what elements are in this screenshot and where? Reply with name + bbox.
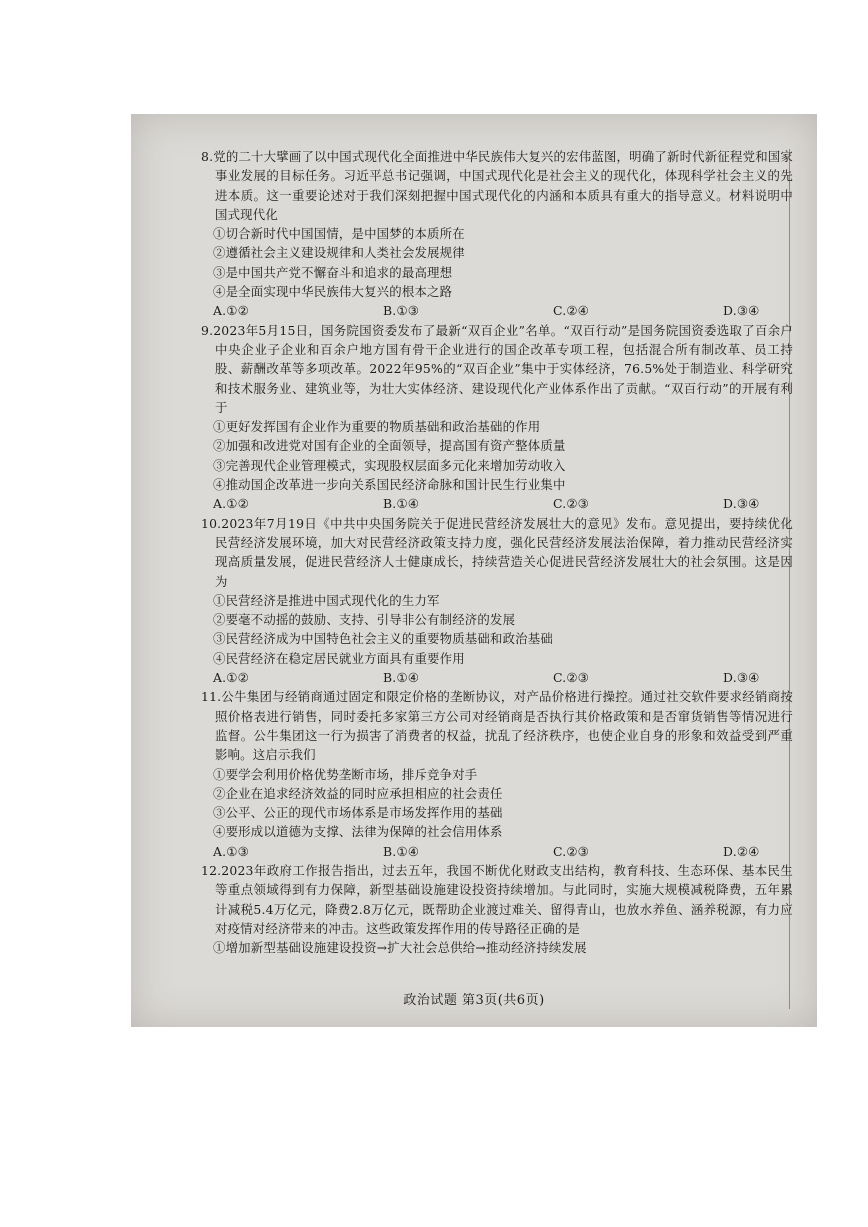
statement: ③是中国共产党不懈奋斗和追求的最高理想	[213, 264, 453, 280]
statement: ④是全面实现中华民族伟大复兴的根本之路	[213, 284, 453, 300]
statement: ④要形成以道德为支撑、法律为保障的社会信用体系	[213, 824, 503, 840]
option-a: A.①②	[213, 496, 249, 512]
option-a: A.①②	[213, 670, 249, 686]
statement: ①增加新型基础设施建设投资→扩大社会总供给→推动经济持续发展	[213, 940, 587, 956]
question-9	[201, 321, 793, 514]
option-b: B.①③	[383, 303, 420, 319]
question-10	[201, 514, 793, 688]
statement: ④推动国企改革进一步向关系国民经济命脉和国计民生行业集中	[213, 477, 566, 493]
answer-options	[201, 668, 793, 687]
statement: ③民营经济成为中国特色社会主义的重要物质基础和政治基础	[213, 631, 553, 647]
question-text: 9.2023年5月15日，国务院国资委发布了最新“双百企业”名单。“双百行动”是国务院国资委选取了百余户中央企业子企业和百余户地方国有骨干企业进行的国企改革专项工程，包括混合所有制改革、员工持股、薪酬改革等多项改革。2022年95%的“双百企业”集中于实体经济，76.5%处于制造业、科学研究和技术服务业、建筑业等，为壮大实体经济、建设现代化产业体系作出了贡献。“双百行动”的开展有利于	[201, 322, 793, 415]
option-d: D.③④	[723, 303, 760, 319]
option-d: D.②④	[723, 843, 760, 859]
statement: ①要学会利用价格优势垄断市场，排斥竞争对手	[213, 766, 478, 782]
option-c: C.②③	[553, 843, 589, 859]
question-11	[201, 687, 793, 861]
statement: ④民营经济在稳定居民就业方面具有重要作用	[213, 650, 465, 666]
question-text: 12.2023年政府工作报告指出，过去五年，我国不断优化财政支出结构，教育科技、生态环保、基本民生等重点领域得到有力保障，新型基础设施建设投资持续增加。与此同时，实施大规模减税降费，五年累计减税5.4万亿元，降费2.8万亿元，既帮助企业渡过难关、留得青山，也放水养鱼、涵养税源，有力应对疫情对经济带来的冲击。这些政策发挥作用的传导路径正确的是	[201, 862, 793, 936]
answer-options	[201, 842, 793, 861]
answer-options	[201, 494, 793, 513]
option-d: D.③④	[723, 670, 760, 686]
option-b: B.①④	[383, 670, 420, 686]
option-a: A.①③	[213, 843, 249, 859]
statement: ①民营经济是推进中国式现代化的生力军	[213, 592, 440, 608]
question-text: 10.2023年7月19日《中共中央国务院关于促进民营经济发展壮大的意见》发布。意见提出，要持续优化民营经济发展环境，加大对民营经济政策支持力度，强化民营经济发展法治保障，着力推动民营经济实现高质量发展，促进民营经济人士健康成长，持续营造关心促进民营经济发展壮大的社会氛围。这是因为	[201, 515, 793, 589]
page-footer: 政治试题 第3页(共6页)	[403, 993, 545, 1008]
statement: ①更好发挥国有企业作为重要的物质基础和政治基础的作用	[213, 419, 541, 435]
option-d: D.③④	[723, 496, 760, 512]
statement: ②要毫不动摇的鼓励、支持、引导非公有制经济的发展	[213, 612, 516, 628]
statement: ③公平、公正的现代市场体系是市场发挥作用的基础	[213, 805, 503, 821]
option-b: B.①④	[383, 496, 420, 512]
question-12	[201, 861, 793, 957]
question-text: 11.公牛集团与经销商通过固定和限定价格的垄断协议，对产品价格进行操控。通过社交软件要求经销商按照价格表进行销售，同时委托多家第三方公司对经销商是否执行其价格政策和是否窜货销售等情况进行监督。公牛集团这一行为损害了消费者的权益，扰乱了经济秩序，也使企业自身的形象和效益受到严重影响。这启示我们	[201, 689, 793, 763]
answer-options	[201, 301, 793, 320]
statement: ③完善现代企业管理模式，实现股权层面多元化来增加劳动收入	[213, 457, 566, 473]
statement: ②企业在追求经济效益的同时应承担相应的社会责任	[213, 785, 503, 801]
question-list	[201, 147, 793, 957]
option-c: C.②④	[553, 303, 589, 319]
question-text: 8.党的二十大擘画了以中国式现代化全面推进中华民族伟大复兴的宏伟蓝图，明确了新时代新征程党和国家事业发展的目标任务。习近平总书记强调，中国式现代化是社会主义的现代化，体现科学社会主义的先进本质。这一重要论述对于我们深刻把握中国式现代化的内涵和本质具有重大的指导意义。材料说明中国式现代化	[201, 149, 793, 222]
option-c: C.②③	[553, 670, 589, 686]
option-c: C.②③	[553, 496, 589, 512]
statement: ①切合新时代中国国情，是中国梦的本质所在	[213, 226, 465, 242]
exam-page	[131, 114, 817, 1027]
statement: ②加强和改进党对国有企业的全面领导，提高国有资产整体质量	[213, 438, 566, 454]
option-a: A.①②	[213, 303, 249, 319]
statement: ②遵循社会主义建设规律和人类社会发展规律	[213, 245, 465, 261]
question-8	[201, 147, 793, 321]
option-b: B.①④	[383, 843, 420, 859]
